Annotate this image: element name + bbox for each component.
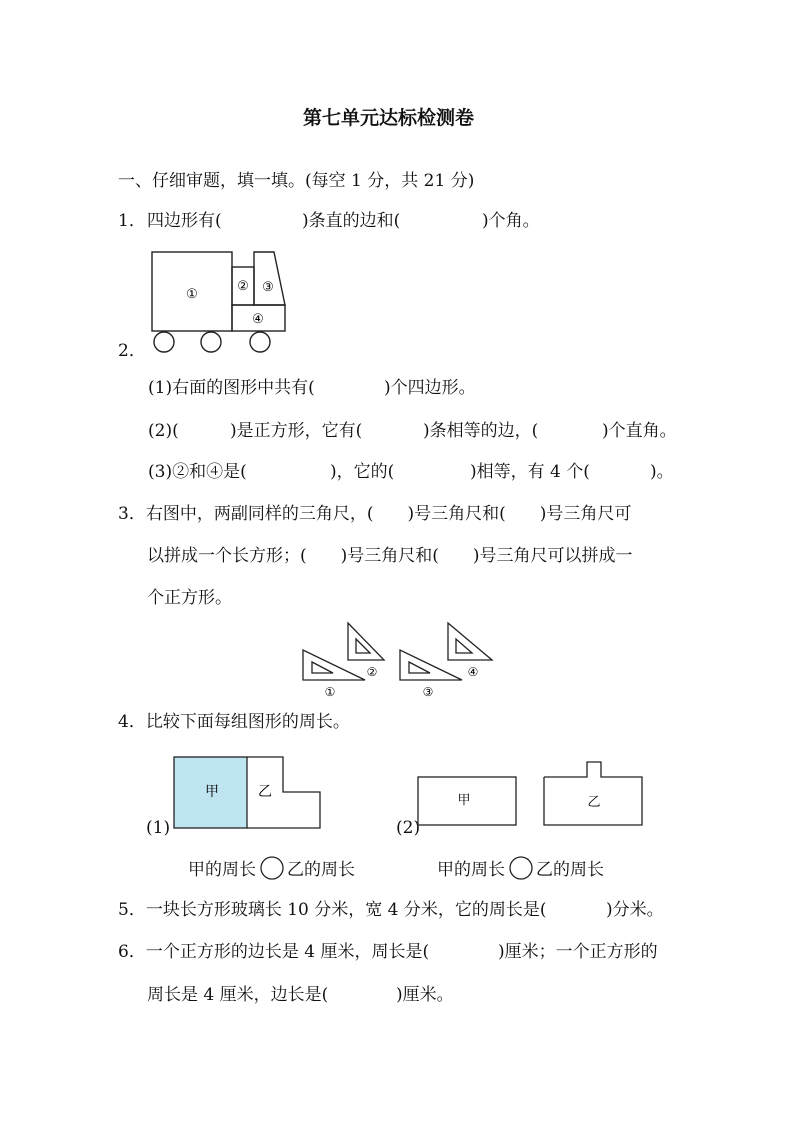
set-square-label-3: ③	[422, 685, 434, 699]
set-squares-figure	[300, 618, 500, 700]
label-yi: 乙	[258, 784, 272, 800]
truck-label-2: ②	[237, 279, 249, 294]
compare-1-right: 乙的周长	[287, 860, 355, 880]
label-jia-2: 甲	[457, 793, 471, 808]
q5-text-a: 5．一块长方形玻璃长 10 分米，宽 4 分米，它的周长是(	[118, 900, 547, 920]
truck-wheel	[154, 332, 174, 352]
page-title: 第七单元达标检测卷	[303, 107, 475, 129]
truck-label-4: ④	[252, 312, 264, 327]
q1-text-a: 四边形有(	[147, 211, 222, 231]
q6-text-a: 6．一个正方形的边长是 4 厘米，周长是(	[118, 942, 430, 962]
q2-1-text-b: )个四边形。	[384, 378, 476, 398]
truck-label-1: ①	[186, 287, 198, 302]
q4-part-1-label: (1)	[146, 818, 171, 838]
q2-1-text-a: (1)右面的图形中共有(	[148, 378, 315, 398]
q2-prefix: 2．	[118, 341, 146, 361]
q5-text-b: )分米。	[606, 900, 664, 920]
q4-part-2-label: (2)	[396, 818, 421, 838]
truck-trapezoid-3	[254, 252, 285, 305]
q2-2-text-c: )条相等的边，(	[423, 421, 539, 441]
q1-text-b: )条直的边和(	[302, 211, 401, 231]
q2-3-text-b: )，它的(	[330, 462, 395, 482]
shape-yi-2	[544, 762, 642, 825]
truck-wheel	[250, 332, 270, 352]
set-square-label-4: ④	[467, 665, 479, 679]
q6-text-b: )厘米；一个正方形的	[498, 942, 658, 962]
truck-wheel	[201, 332, 221, 352]
truck-label-3: ③	[262, 280, 274, 295]
q2-3-text-a: (3)②和④是(	[148, 462, 247, 482]
q3-line-1: 3．右图中，两副同样的三角尺，( )号三角尺和( )号三角尺可	[118, 504, 632, 524]
q3-line-3: 个正方形。	[147, 588, 232, 608]
truck-figure	[150, 250, 295, 355]
set-square-label-2: ②	[366, 665, 378, 679]
q2-2-text-b: )是正方形，它有(	[230, 421, 363, 441]
label-yi-2: 乙	[587, 795, 601, 810]
question-4: 4．比较下面每组图形的周长。	[118, 712, 350, 732]
compare-2-right: 乙的周长	[536, 860, 604, 880]
set-square-2-hole	[356, 639, 370, 653]
q6-text-c: 周长是 4 厘米，边长是(	[147, 985, 329, 1005]
q4-figure-2	[414, 760, 644, 830]
q6-text-d: )厘米。	[396, 985, 454, 1005]
compare-2-left: 甲的周长	[437, 860, 505, 880]
q4-figure-1	[172, 755, 324, 831]
compare-circle-1[interactable]	[259, 855, 285, 881]
q2-2-text-d: )个直角。	[602, 421, 677, 441]
q2-3-text-d: )。	[650, 462, 674, 482]
q2-2-text-a: (2)(	[148, 421, 179, 441]
compare-1-left: 甲的周长	[188, 860, 256, 880]
set-square-label-1: ①	[324, 685, 336, 699]
label-jia: 甲	[205, 784, 219, 800]
q2-3-text-c: )相等，有 4 个(	[470, 462, 590, 482]
compare-circle-2[interactable]	[508, 855, 534, 881]
q1-text-c: )个角。	[482, 211, 540, 231]
set-square-2	[348, 623, 384, 660]
q3-line-2: 以拼成一个长方形；( )号三角尺和( )号三角尺可以拼成一	[147, 546, 633, 566]
q1-prefix: 1．	[118, 211, 146, 231]
set-square-4	[448, 623, 492, 660]
section-heading: 一、仔细审题，填一填。(每空 1 分，共 21 分)	[118, 171, 475, 191]
